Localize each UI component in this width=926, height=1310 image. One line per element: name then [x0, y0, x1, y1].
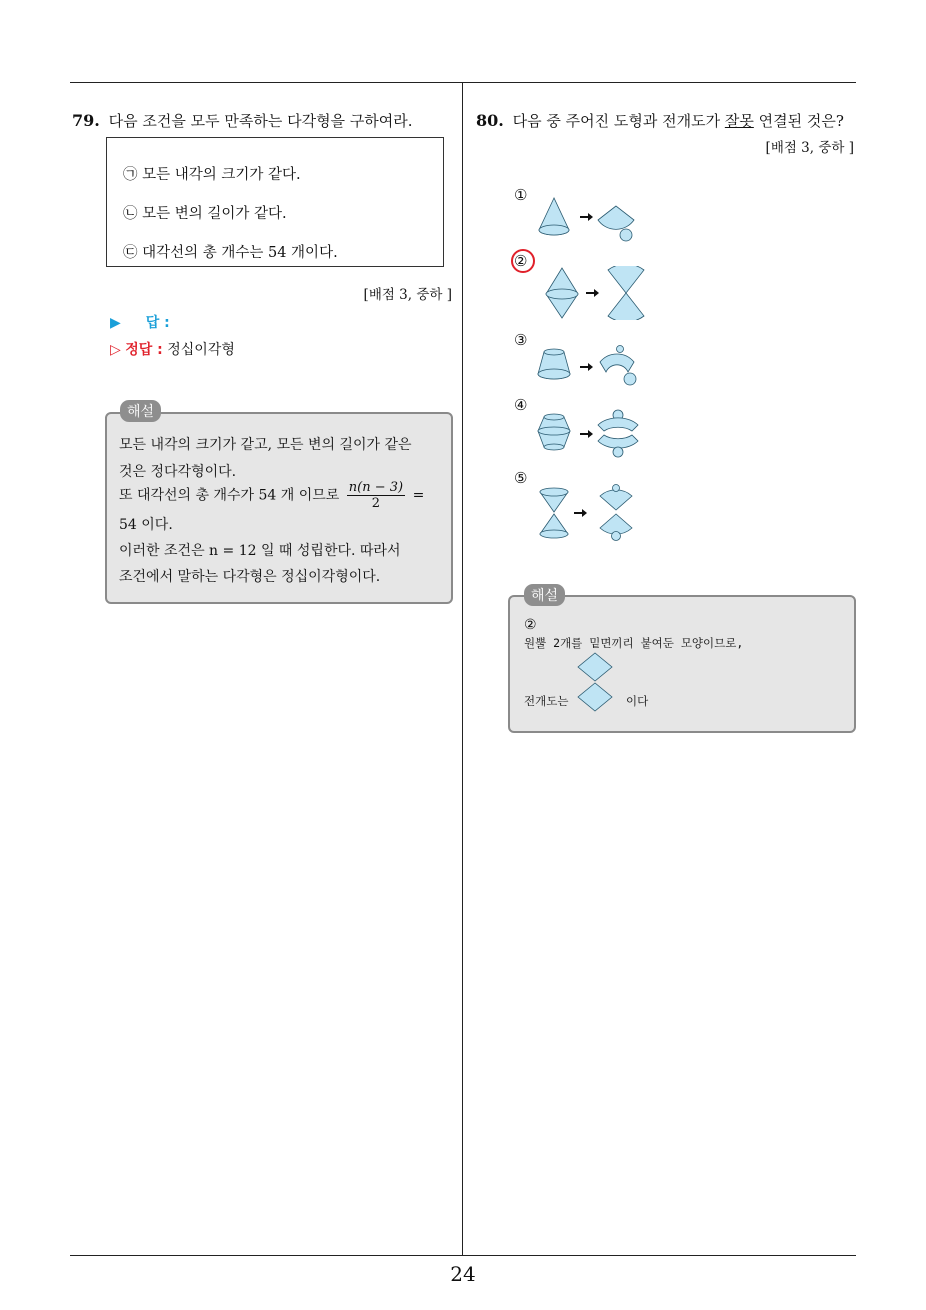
page-number: 24 [450, 1262, 476, 1286]
q80-question-start: 다음 중 주어진 도형과 전개도가 [512, 112, 725, 130]
option-number-1[interactable]: ① [514, 186, 528, 204]
q79-condition-1: ㉠ 모든 내각의 크기가 같다. [123, 167, 301, 183]
q79-correct-label: 정답 : [125, 342, 163, 358]
option-1-figure[interactable] [534, 194, 644, 246]
correct-marker-icon: ▷ [110, 342, 121, 358]
q79-explanation-tag: 해설 [120, 400, 161, 422]
top-rule [70, 82, 856, 83]
option-5-figure[interactable] [534, 484, 644, 544]
option-number-3[interactable]: ③ [514, 331, 528, 349]
formula-equals: = [412, 487, 425, 504]
q79-explanation-box [105, 412, 453, 604]
selected-answer-circle [511, 249, 535, 273]
q79-correct-row [110, 339, 235, 359]
q79-answer-row [110, 312, 170, 332]
q79-title [72, 110, 413, 131]
q79-answer-label: 답 : [145, 315, 170, 331]
q79-score: [배점 3, 중하 ] [363, 287, 452, 303]
q79-explanation-line-6: 조건에서 말하는 다각형은 정십이각형이다. [119, 569, 381, 585]
option-2-figure[interactable] [544, 266, 648, 320]
q79-correct-value: 정십이각형 [167, 342, 235, 358]
q79-explanation-line-2: 것은 정다각형이다. [119, 464, 237, 480]
q79-explanation-line-3-text: 또 대각선의 총 개수가 54 개 이므로 [119, 487, 340, 504]
formula-denominator: 2 [371, 496, 381, 511]
q80-number: 80. [476, 111, 504, 130]
q79-explanation-line-3 [119, 480, 424, 511]
q80-question-underlined: 잘못 [724, 112, 754, 130]
q79-question: 다음 조건을 모두 만족하는 다각형을 구하여라. [108, 112, 413, 130]
q79-explanation-line-1: 모든 내각의 크기가 같고, 모든 변의 길이가 같은 [119, 437, 412, 453]
diagonal-formula [347, 480, 405, 511]
q79-condition-3: ㉢ 대각선의 총 개수는 54 개이다. [123, 245, 338, 261]
q80-question-end: 연결된 것은? [753, 112, 844, 130]
option-4-figure[interactable] [534, 407, 644, 461]
arrow-icon [580, 363, 593, 371]
answer-marker-icon: ▶ [110, 315, 121, 331]
arrow-icon [580, 213, 593, 221]
formula-numerator: n(n − 3) [348, 480, 404, 495]
arrow-icon [574, 509, 587, 517]
q80-explanation-line-3-prefix: 전개도는 [524, 694, 569, 708]
option-number-2[interactable]: ② [514, 252, 528, 270]
bottom-rule [70, 1255, 856, 1256]
column-divider [462, 82, 463, 1256]
q80-score: [배점 3, 중하 ] [765, 140, 854, 156]
q80-explanation-box [508, 595, 856, 733]
double-sector-net-figure [576, 651, 614, 713]
arrow-icon [586, 289, 599, 297]
option-3-figure[interactable] [534, 344, 644, 386]
q80-explanation-line-3-suffix: 이다 [626, 694, 649, 708]
q80-title [476, 110, 844, 131]
q79-explanation-line-4: 54 이다. [119, 517, 173, 533]
arrow-icon [580, 430, 593, 438]
q80-explanation-tag: 해설 [524, 584, 565, 606]
q79-condition-2: ㉡ 모든 변의 길이가 같다. [123, 206, 287, 222]
q80-explanation-line-2: 원뿔 2개를 밑면끼리 붙여둔 모양이므로, [524, 636, 744, 650]
q79-explanation-line-5: 이러한 조건은 n = 12 일 때 성립한다. 따라서 [119, 543, 401, 559]
q79-number: 79. [72, 111, 100, 130]
option-number-4[interactable]: ④ [514, 396, 528, 414]
q79-conditions-box [106, 137, 444, 267]
q80-explanation-line-1: ② [524, 617, 537, 633]
option-number-5[interactable]: ⑤ [514, 469, 528, 487]
